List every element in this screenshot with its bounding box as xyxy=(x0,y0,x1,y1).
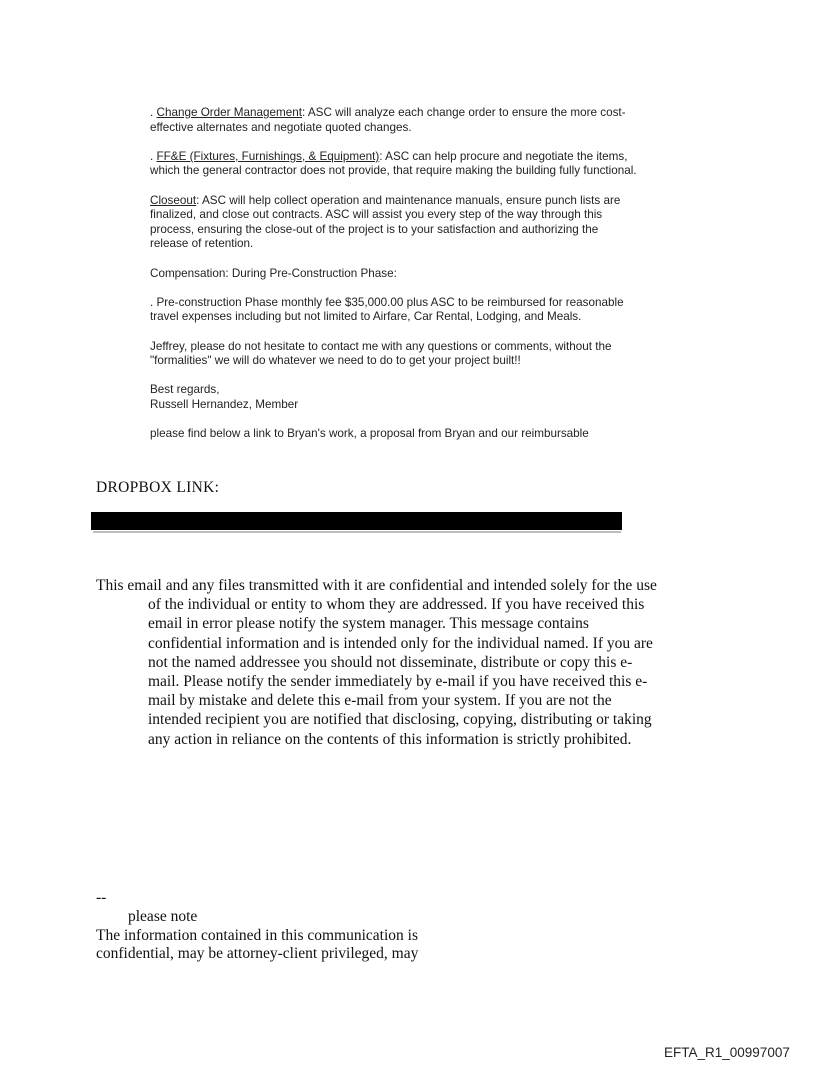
confidentiality-disclaimer xyxy=(96,576,736,749)
text-line: of the individual or entity to whom they are addressed. If you have received this xyxy=(148,596,645,614)
redacted-link-underline-remnant xyxy=(93,531,621,533)
para-link-note xyxy=(150,427,720,442)
signature-separator: -- xyxy=(96,889,107,906)
text-line: Jeffrey, please do not hesitate to contact me with any questions or comments, without the xyxy=(150,339,612,353)
text-line: release of retention. xyxy=(150,237,254,251)
text-line: Compensation: During Pre-Construction Phase: xyxy=(150,266,397,280)
redaction-bar xyxy=(91,512,622,530)
footer-note-block xyxy=(96,889,516,964)
text-line: Closeout: ASC will help collect operation and maintenance manuals, ensure punch lists are xyxy=(150,193,621,207)
footer-note-text xyxy=(96,927,516,965)
text-line: confidential, may be attorney-client privileged, may xyxy=(96,945,419,963)
text-line: intended recipient you are notified that disclosing, copying, distributing or taking xyxy=(148,711,652,729)
text-line: This email and any files transmitted with it are confidential and intended solely for the use xyxy=(96,577,657,594)
text-line: please find below a link to Bryan's work, a proposal from Bryan and our reimbursable xyxy=(150,427,589,441)
text-line: not the named addressee you should not disseminate, distribute or copy this e- xyxy=(148,653,633,671)
para-jeffrey-closing xyxy=(150,340,720,369)
text-line: any action in reliance on the contents of this information is strictly prohibited. xyxy=(148,730,632,748)
text-line: travel expenses including but not limited to Airfare, Car Rental, Lodging, and Meals. xyxy=(150,310,582,324)
text-line: effective alternates and negotiate quoted changes. xyxy=(150,120,412,134)
text-line: . Pre-construction Phase monthly fee $35,000.00 plus ASC to be reimbursed for reasonable xyxy=(150,295,624,309)
text-line: Russell Hernandez, Member xyxy=(150,397,299,411)
text-line: process, ensuring the close-out of the project is to your satisfaction and authorizing the xyxy=(150,222,599,236)
text-line: Best regards, xyxy=(150,383,220,397)
text-line: finalized, and close out contracts. ASC will assist you every step of the way through this xyxy=(150,208,603,222)
text-line: confidential information and is intended only for the individual named. If you are xyxy=(148,634,653,652)
text-line: . FF&E (Fixtures, Furnishings, & Equipment): ASC can help procure and negotiate the items, xyxy=(150,149,628,163)
para-signature xyxy=(150,383,720,412)
bates-number: EFTA_R1_00997007 xyxy=(664,1045,790,1060)
text-line: email in error please notify the system manager. This message contains xyxy=(148,615,589,633)
para-monthly-fee xyxy=(150,296,720,325)
para-closeout xyxy=(150,194,720,252)
dropbox-link-label: DROPBOX LINK: xyxy=(96,479,220,496)
text-line: mail. Please notify the sender immediately by e-mail if you have received this e- xyxy=(148,673,648,691)
text-line: mail by mistake and delete this e-mail from your system. If you are not the xyxy=(148,692,612,710)
para-compensation-heading xyxy=(150,267,720,282)
text-line: "formalities" we will do whatever we need to do to get your project built!! xyxy=(150,354,521,368)
text-line: . Change Order Management: ASC will analyze each change order to ensure the more cost- xyxy=(150,106,626,119)
para-change-order xyxy=(150,106,720,135)
para-ffe xyxy=(150,150,720,179)
email-body-block xyxy=(150,106,720,442)
please-note-label: please note xyxy=(128,907,198,925)
text-line: The information contained in this communication is xyxy=(96,926,418,944)
text-line: which the general contractor does not provide, that require making the building fully functional. xyxy=(150,164,637,178)
